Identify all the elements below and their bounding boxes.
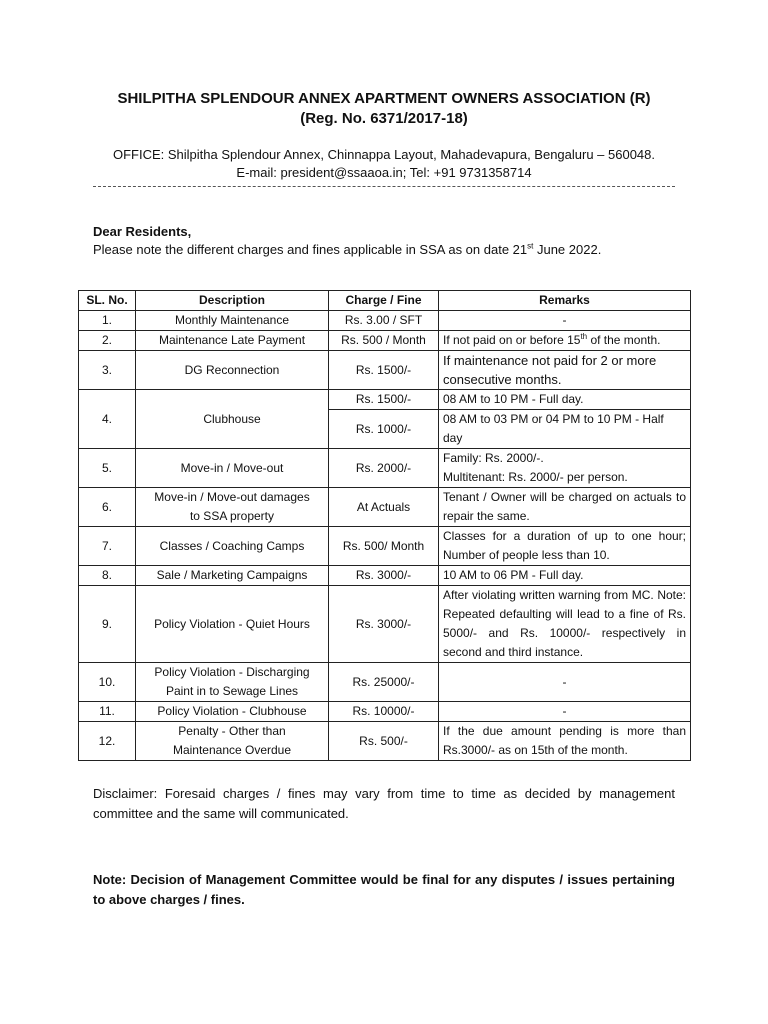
description-line: to SSA property	[189, 509, 275, 523]
table-row	[79, 351, 691, 390]
row-remark: Tenant / Owner will be charged on actuals to repair the same.	[439, 488, 691, 527]
salutation: Dear Residents,	[93, 224, 192, 239]
description-line: Penalty - Other than	[178, 724, 286, 738]
table-row	[79, 488, 691, 527]
row-remark: After violating written warning from MC. Note: Repeated defaulting will lead to a fine of Rs. 5000/- and Rs. 10000/- respectively in second and third instance.	[439, 586, 691, 663]
table-row	[79, 722, 691, 761]
row-remark: If not paid on or before 15th of the month.	[439, 331, 691, 351]
row-number: 11.	[79, 702, 136, 722]
description-line: Paint in to Sewage Lines	[165, 684, 299, 698]
row-description	[136, 722, 329, 761]
row-number: 4.	[79, 390, 136, 449]
row-remark	[439, 449, 691, 488]
row-description: Classes / Coaching Camps	[136, 527, 329, 566]
table-row	[79, 527, 691, 566]
row-remark: -	[439, 663, 691, 702]
row-remark: -	[439, 311, 691, 331]
row-number: 5.	[79, 449, 136, 488]
row-description: Maintenance Late Payment	[136, 331, 329, 351]
row-remark: -	[439, 702, 691, 722]
row-number: 2.	[79, 331, 136, 351]
header-remarks: Remarks	[439, 291, 691, 311]
header-charge: Charge / Fine	[329, 291, 439, 311]
row-charge: Rs. 2000/-	[329, 449, 439, 488]
note-text: Note: Decision of Management Committee would be final for any disputes / issues pertaining to above charges / fines.	[93, 872, 675, 907]
description-line: Move-in / Move-out damages	[154, 490, 310, 504]
row-number: 8.	[79, 566, 136, 586]
row-remark: 10 AM to 06 PM - Full day.	[439, 566, 691, 586]
header-sl-no: SL. No.	[79, 291, 136, 311]
row-remark: 08 AM to 03 PM or 04 PM to 10 PM - Half day	[439, 410, 691, 449]
row-charge: Rs. 3.00 / SFT	[329, 311, 439, 331]
row-charge: Rs. 500/ Month	[329, 527, 439, 566]
row-remark: If the due amount pending is more than Rs.3000/- as on 15th of the month.	[439, 722, 691, 761]
row-number: 7.	[79, 527, 136, 566]
contact-info: E-mail: president@ssaaoa.in; Tel: +91 9731358714	[236, 165, 532, 180]
table-row	[79, 663, 691, 702]
row-description: Policy Violation - Clubhouse	[136, 702, 329, 722]
header-divider	[93, 186, 675, 187]
description-line: Policy Violation - Discharging	[154, 665, 310, 679]
table-row	[79, 566, 691, 586]
charges-table	[78, 290, 691, 761]
row-remark: Classes for a duration of up to one hour; Number of people less than 10.	[439, 527, 691, 566]
row-charge: Rs. 25000/-	[329, 663, 439, 702]
row-remark: 08 AM to 10 PM - Full day.	[439, 390, 691, 410]
table-row	[79, 331, 691, 351]
row-number: 1.	[79, 311, 136, 331]
row-number: 3.	[79, 351, 136, 390]
association-title: SHILPITHA SPLENDOUR ANNEX APARTMENT OWNERS ASSOCIATION (R)	[117, 90, 651, 107]
row-description: Monthly Maintenance	[136, 311, 329, 331]
row-charge: Rs. 1500/-	[329, 390, 439, 410]
row-charge: Rs. 3000/-	[329, 586, 439, 663]
table-row	[79, 390, 691, 410]
row-charge: Rs. 500 / Month	[329, 331, 439, 351]
row-charge: Rs. 3000/-	[329, 566, 439, 586]
table-row	[79, 702, 691, 722]
row-charge: Rs. 1500/-	[329, 351, 439, 390]
row-description: DG Reconnection	[136, 351, 329, 390]
table-header-row	[79, 291, 691, 311]
disclaimer-text: Disclaimer: Foresaid charges / fines may vary from time to time as decided by management committee and the same will communicated.	[93, 786, 675, 821]
row-description	[136, 488, 329, 527]
table-row	[79, 449, 691, 488]
header-description: Description	[136, 291, 329, 311]
row-number: 9.	[79, 586, 136, 663]
row-description: Clubhouse	[136, 390, 329, 449]
intro-text: Please note the different charges and fines applicable in SSA as on date 21st June 2022.	[93, 241, 602, 257]
row-number: 6.	[79, 488, 136, 527]
description-line: Maintenance Overdue	[172, 743, 292, 757]
remark-line: Family: Rs. 2000/-.	[443, 451, 544, 465]
row-description: Move-in / Move-out	[136, 449, 329, 488]
row-description	[136, 663, 329, 702]
table-row	[79, 586, 691, 663]
remark-line: Multitenant: Rs. 2000/- per person.	[443, 470, 628, 484]
row-charge: At Actuals	[329, 488, 439, 527]
row-description: Sale / Marketing Campaigns	[136, 566, 329, 586]
row-charge: Rs. 500/-	[329, 722, 439, 761]
row-description: Policy Violation - Quiet Hours	[136, 586, 329, 663]
row-number: 12.	[79, 722, 136, 761]
table-row	[79, 311, 691, 331]
row-charge: Rs. 1000/-	[329, 410, 439, 449]
row-remark: If maintenance not paid for 2 or more consecutive months.	[439, 351, 691, 390]
office-address: OFFICE: Shilpitha Splendour Annex, Chinnappa Layout, Mahadevapura, Bengaluru – 560048.	[112, 147, 656, 162]
registration-number: (Reg. No. 6371/2017-18)	[300, 110, 468, 127]
row-charge: Rs. 10000/-	[329, 702, 439, 722]
row-number: 10.	[79, 663, 136, 702]
